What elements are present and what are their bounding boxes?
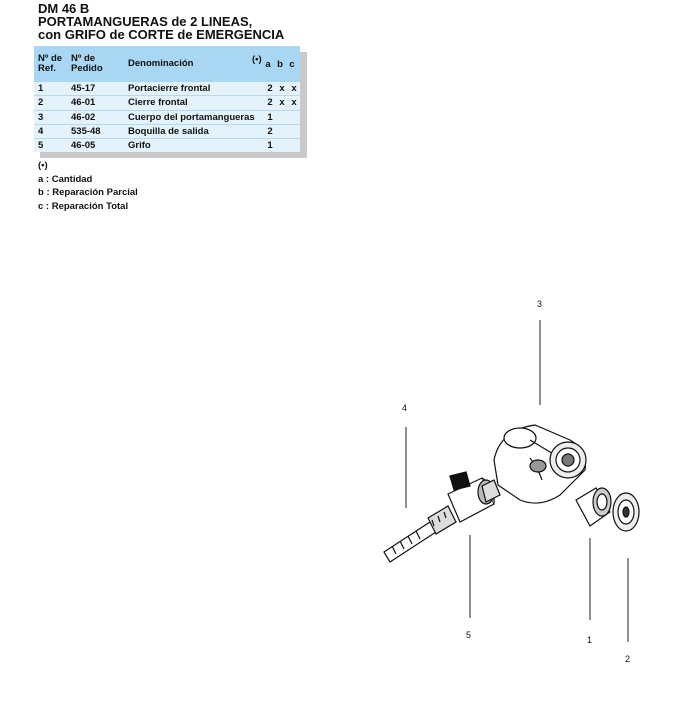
header-dot: (•) — [252, 54, 262, 65]
cell-denominacion: Cierre frontal — [128, 97, 188, 109]
header-ref — [34, 54, 71, 74]
front-holder-part — [576, 488, 611, 526]
legend-c: c : Reparación Total — [38, 200, 129, 212]
table-header — [34, 46, 300, 82]
cell-b: x — [279, 83, 285, 95]
header-denominacion: Denominación — [128, 57, 194, 69]
cell-ref: 3 — [38, 111, 44, 123]
header-ref-line2: Ref. — [38, 63, 56, 74]
header-c: c — [289, 58, 295, 70]
cell-pedido: 45-17 — [71, 83, 96, 95]
cell-a: 2 — [267, 83, 273, 95]
exploded-diagram — [370, 290, 670, 680]
cell-a: 2 — [267, 126, 273, 138]
callout-3: 3 — [537, 299, 543, 309]
cell-pedido: 46-02 — [71, 111, 96, 123]
cell-denominacion: Portacierre frontal — [128, 83, 211, 95]
cell-ref: 1 — [38, 83, 44, 95]
cell-denominacion: Cuerpo del portamangueras — [128, 111, 255, 123]
header-b: b — [277, 58, 283, 70]
table-row — [34, 110, 300, 124]
legend-marker: (•) — [38, 160, 48, 171]
cell-b: x — [279, 97, 285, 109]
cell-c: x — [291, 83, 297, 95]
cell-a: 1 — [267, 140, 273, 152]
title-line-2: con GRIFO de CORTE de EMERGENCIA — [38, 27, 285, 42]
callout-1: 1 — [587, 635, 593, 645]
cell-ref: 4 — [38, 126, 44, 138]
callout-5: 5 — [466, 630, 472, 640]
document-title — [38, 2, 284, 41]
cell-pedido: 535-48 — [71, 126, 101, 138]
cell-a: 2 — [267, 97, 273, 109]
header-pedido-line1: Nº de — [71, 53, 96, 64]
cell-denominacion: Grifo — [128, 140, 151, 152]
cell-c: x — [291, 97, 297, 109]
title-line-1: PORTAMANGUERAS de 2 LINEAS, — [38, 14, 253, 29]
cell-pedido: 46-01 — [71, 97, 96, 109]
cell-a: 1 — [267, 111, 273, 123]
legend-b: b : Reparación Parcial — [38, 187, 138, 198]
parts-table — [34, 46, 300, 152]
header-ref-line1: Nº de — [38, 53, 63, 64]
cell-denominacion: Boquilla de salida — [128, 126, 209, 138]
front-cap-part — [613, 493, 639, 531]
table-row — [34, 95, 300, 109]
document-code: DM 46 B — [38, 1, 90, 16]
table-body — [34, 82, 300, 152]
nozzle-part — [384, 506, 456, 562]
table-row — [34, 82, 300, 95]
table-row — [34, 124, 300, 138]
cell-ref: 5 — [38, 140, 44, 152]
callout-4: 4 — [402, 403, 408, 413]
table-row — [34, 138, 300, 152]
header-pedido-line2: Pedido — [71, 63, 103, 74]
header-pedido — [71, 54, 128, 74]
legend-a: a : Cantidad — [38, 173, 93, 185]
callout-2: 2 — [625, 654, 631, 664]
body-part — [482, 425, 586, 503]
legend — [38, 159, 138, 213]
header-a: a — [265, 58, 271, 70]
cell-ref: 2 — [38, 97, 44, 109]
cell-pedido: 46-05 — [71, 140, 96, 152]
